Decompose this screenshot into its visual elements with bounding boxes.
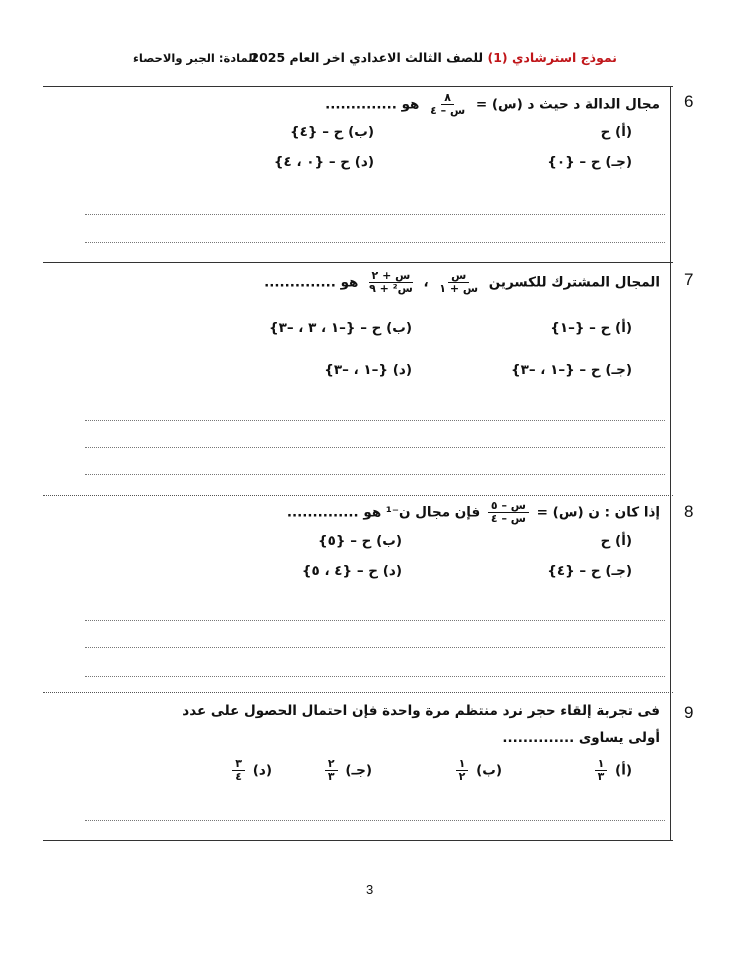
option-label: (جـ) [345, 762, 372, 779]
answer-line [85, 820, 665, 821]
fraction-denominator: ٣ [327, 770, 335, 784]
fraction [595, 758, 608, 783]
option-a: (أ) ح – {–١} [550, 320, 632, 336]
answer-line [85, 447, 665, 448]
option-a: (أ) ح [600, 124, 632, 140]
answer-line [85, 620, 665, 621]
option-c: (جـ) ح – {٠} [547, 154, 632, 170]
stem-prefix: مجال الدالة د حيث د (س) = [475, 96, 660, 113]
question-number: 9 [684, 703, 694, 722]
fraction-denominator: س² + ٩ [369, 282, 413, 296]
question-number: 7 [684, 270, 694, 289]
fraction [325, 758, 338, 783]
fraction-denominator: ٣ [597, 770, 605, 784]
fraction-numerator: ٨ [441, 92, 454, 105]
question-number: 6 [684, 92, 694, 111]
option-c [322, 758, 372, 783]
stem-separator: ، [423, 274, 429, 291]
fraction [436, 270, 481, 295]
fraction-denominator: س – ٤ [430, 104, 466, 118]
option-d [229, 758, 272, 783]
fraction-numerator: س – ٥ [488, 500, 529, 513]
option-d: (د) {–١ ، –٣} [324, 362, 412, 378]
stem-suffix: هو .............. [325, 96, 420, 113]
fraction [366, 270, 416, 295]
question-number: 8 [684, 502, 694, 521]
exam-title [250, 50, 617, 65]
table-top-border [43, 86, 673, 87]
fraction [232, 758, 245, 783]
fraction [488, 500, 529, 525]
fraction-numerator: ١ [456, 758, 469, 771]
stem-suffix: هو .............. [264, 274, 359, 291]
option-a [592, 758, 632, 783]
fraction-numerator: س + ٢ [369, 270, 414, 283]
option-b: (ب) ح – {–١ ، ٣ ، –٣} [268, 320, 412, 336]
exam-title-model: نموذج استرشادي (1) [487, 50, 617, 65]
exam-title-grade: للصف الثالث الاعدادي اخر العام 2025 [250, 50, 484, 65]
answer-line [85, 420, 665, 421]
option-label: (د) [252, 762, 272, 779]
option-b: (ب) ح – {٤} [290, 124, 374, 140]
number-column-divider [670, 86, 671, 840]
fraction [456, 758, 469, 783]
page-header [0, 48, 742, 72]
question-stem-line-1: فى تجربة إلقاء حجر نرد منتظم مرة واحدة فإن احتمال الحصول على عدد [182, 703, 660, 719]
stem-prefix: المجال المشترك للكسرين [488, 274, 660, 291]
answer-line [85, 647, 665, 648]
fraction-numerator: س [448, 270, 469, 283]
row-divider-7-8 [43, 495, 673, 496]
question-stem [325, 92, 660, 117]
answer-line [85, 242, 665, 243]
option-label: (أ) [615, 762, 632, 779]
row-divider-8-9 [43, 692, 673, 693]
fraction-denominator: س – ٤ [490, 512, 526, 526]
row-divider-6-7 [43, 262, 673, 263]
question-stem [287, 500, 660, 525]
page-number: 3 [366, 882, 374, 897]
option-d: (د) ح – {٠ ، ٤} [273, 154, 374, 170]
option-b: (ب) ح – {٥} [318, 533, 402, 549]
option-label: (ب) [476, 762, 502, 779]
option-c: (جـ) ح – {–١ ، –٣} [510, 362, 632, 378]
fraction-numerator: ٢ [325, 758, 338, 771]
fraction-denominator: س + ١ [439, 282, 479, 296]
option-c: (جـ) ح – {٤} [547, 563, 632, 579]
question-stem [264, 270, 660, 295]
table-bottom-border [43, 840, 673, 841]
fraction-numerator: ١ [595, 758, 608, 771]
answer-line [85, 214, 665, 215]
stem-prefix: إذا كان : ن (س) = [536, 504, 660, 521]
fraction-denominator: ٤ [235, 770, 243, 784]
option-d: (د) ح – {٤ ، ٥} [301, 563, 402, 579]
fraction [427, 92, 468, 117]
exam-subject: المادة: الجبر والاحصاء [133, 51, 257, 65]
answer-line [85, 474, 665, 475]
question-stem-line-2: أولى يساوى .............. [502, 730, 660, 746]
option-b [453, 758, 502, 783]
fraction-denominator: ٢ [458, 770, 466, 784]
stem-suffix: فإن مجال ن⁻¹ هو .............. [286, 504, 481, 521]
fraction-numerator: ٣ [232, 758, 245, 771]
option-a: (أ) ح [600, 533, 632, 549]
answer-line [85, 676, 665, 677]
